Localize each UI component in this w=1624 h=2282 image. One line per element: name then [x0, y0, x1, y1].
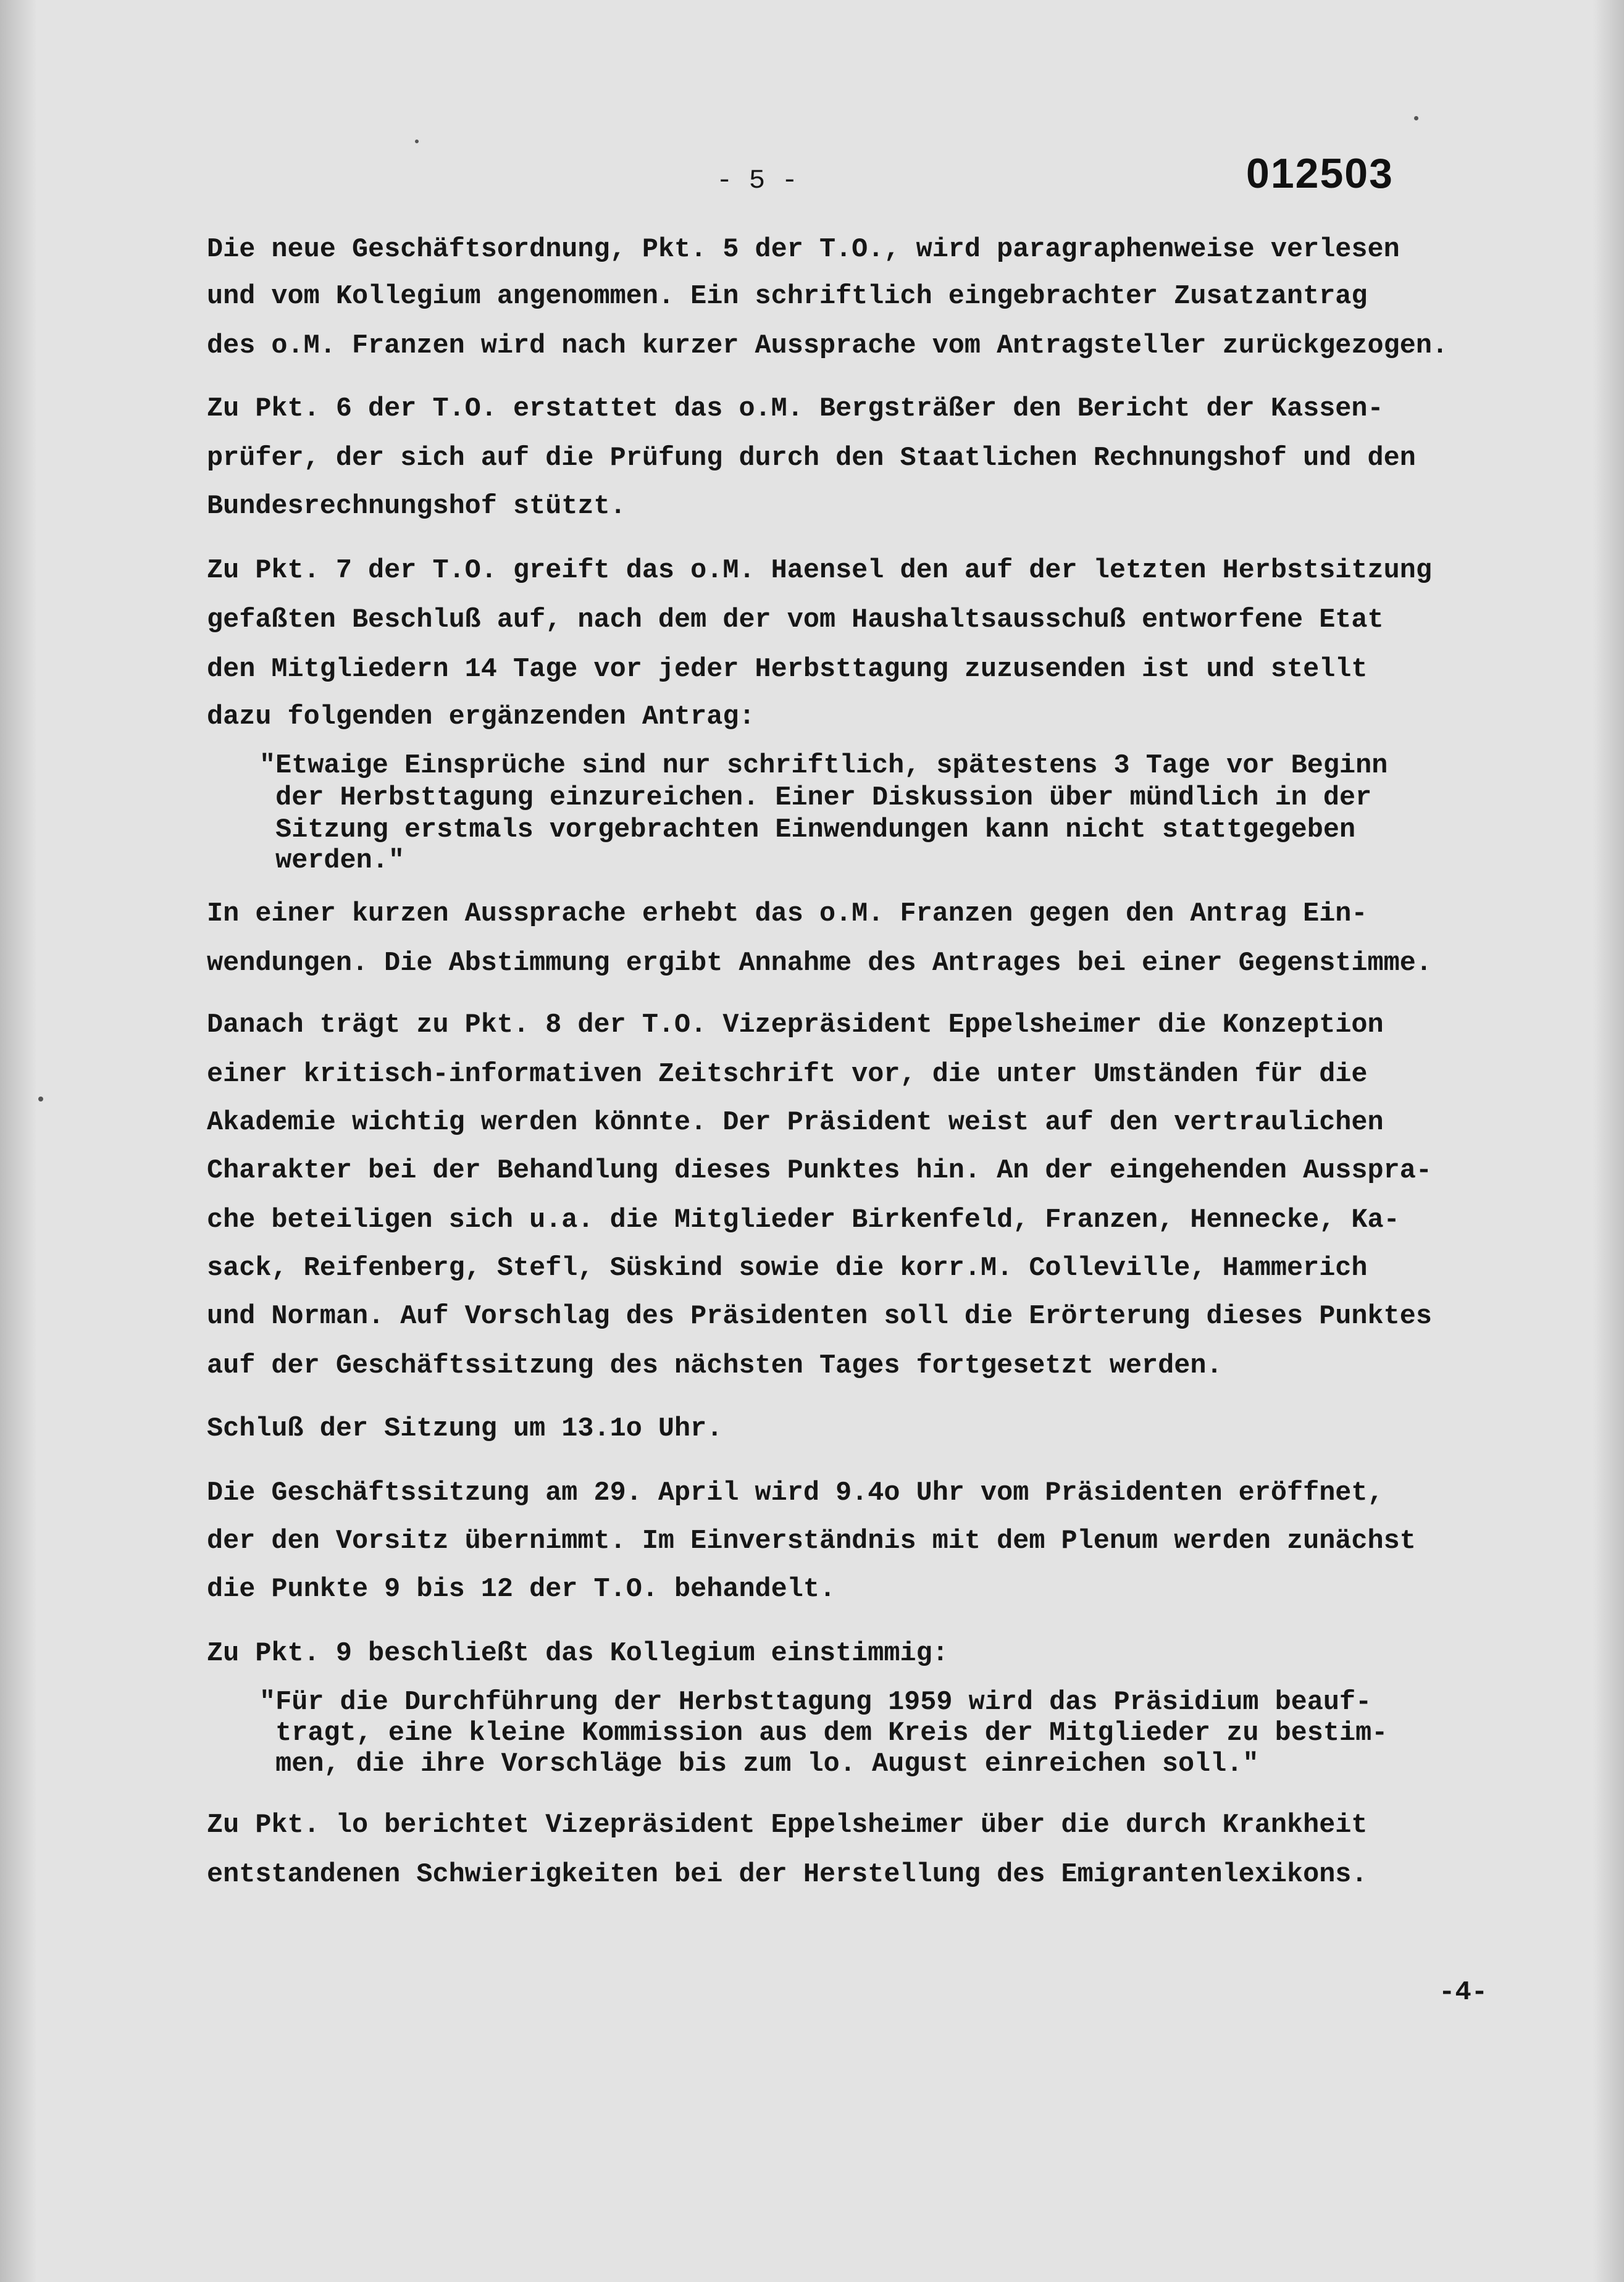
text-line: der den Vorsitz übernimmt. Im Einverständnis mit dem Plenum werden zunächst [207, 1526, 1416, 1557]
scan-speck [1414, 116, 1418, 120]
text-line: Bundesrechnungshof stützt. [207, 491, 626, 522]
text-line: auf der Geschäftssitzung des nächsten Tages fortgesetzt werden. [207, 1351, 1223, 1381]
text-line: In einer kurzen Aussprache erhebt das o.M. Franzen gegen den Antrag Ein- [207, 899, 1368, 929]
text-line: wendungen. Die Abstimmung ergibt Annahme des Antrages bei einer Gegenstimme. [207, 948, 1432, 979]
text-line: die Punkte 9 bis 12 der T.O. behandelt. [207, 1574, 836, 1605]
scan-speck [38, 1097, 43, 1101]
text-line: sack, Reifenberg, Stefl, Süskind sowie die korr.M. Colleville, Hammerich [207, 1253, 1368, 1284]
scan-edge-right [1593, 0, 1624, 2282]
text-line: und Norman. Auf Vorschlag des Präsidenten soll die Erörterung dieses Punktes [207, 1302, 1432, 1332]
text-line: entstandenen Schwierigkeiten bei der Herstellung des Emigrantenlexikons. [207, 1860, 1368, 1890]
page-number: - 5 - [716, 165, 798, 196]
text-line: Die Geschäftssitzung am 29. April wird 9.4o Uhr vom Präsidenten eröffnet, [207, 1478, 1384, 1508]
text-line: einer kritisch-informativen Zeitschrift vor, die unter Umständen für die [207, 1060, 1368, 1090]
text-line: Die neue Geschäftsordnung, Pkt. 5 der T.O., wird paragraphenweise verlesen [207, 235, 1400, 265]
text-line: und vom Kollegium angenommen. Ein schriftlich eingebrachter Zusatzantrag [207, 282, 1368, 312]
next-page-marker: -4- [1439, 1977, 1488, 2008]
quote-line: Sitzung erstmals vorgebrachten Einwendungen kann nicht stattgegeben [259, 815, 1356, 845]
quote-line: tragt, eine kleine Kommission aus dem Kreis der Mitglieder zu bestim- [259, 1718, 1388, 1749]
text-line: Zu Pkt. lo berichtet Vizepräsident Eppelsheimer über die durch Krankheit [207, 1810, 1368, 1841]
text-line: Zu Pkt. 9 beschließt das Kollegium einstimmig: [207, 1639, 948, 1669]
scan-speck [415, 140, 419, 143]
text-line: des o.M. Franzen wird nach kurzer Aussprache vom Antragsteller zurückgezogen. [207, 331, 1449, 361]
quote-line: men, die ihre Vorschläge bis zum lo. August einreichen soll." [259, 1749, 1259, 1779]
text-line: Zu Pkt. 6 der T.O. erstattet das o.M. Bergsträßer den Bericht der Kassen- [207, 394, 1384, 424]
text-line: Charakter bei der Behandlung dieses Punktes hin. An der eingehenden Ausspra- [207, 1156, 1432, 1186]
text-line: den Mitgliedern 14 Tage vor jeder Herbsttagung zuzusenden ist und stellt [207, 654, 1368, 685]
text-line: Zu Pkt. 7 der T.O. greift das o.M. Haensel den auf der letzten Herbstsitzung [207, 556, 1432, 586]
scan-edge-left [0, 0, 37, 2282]
text-line: prüfer, der sich auf die Prüfung durch den Staatlichen Rechnungshof und den [207, 443, 1416, 474]
quote-line: der Herbsttagung einzureichen. Einer Diskussion über mündlich in der [259, 783, 1372, 813]
text-line: Akademie wichtig werden könnte. Der Präsident weist auf den vertraulichen [207, 1108, 1384, 1138]
quote-line: werden." [259, 846, 404, 876]
text-line: gefaßten Beschluß auf, nach dem der vom Haushaltsausschuß entworfene Etat [207, 605, 1384, 635]
quote-line: "Für die Durchführung der Herbsttagung 1959 wird das Präsidium beauf- [259, 1687, 1372, 1718]
text-line: dazu folgenden ergänzenden Antrag: [207, 702, 755, 732]
text-line: Schluß der Sitzung um 13.1o Uhr. [207, 1414, 723, 1444]
document-number: 012503 [1246, 150, 1394, 197]
text-line: che beteiligen sich u.a. die Mitglieder Birkenfeld, Franzen, Hennecke, Ka- [207, 1205, 1400, 1235]
text-line: Danach trägt zu Pkt. 8 der T.O. Vizepräsident Eppelsheimer die Konzeption [207, 1010, 1384, 1040]
quote-line: "Etwaige Einsprüche sind nur schriftlich, spätestens 3 Tage vor Beginn [259, 751, 1388, 781]
